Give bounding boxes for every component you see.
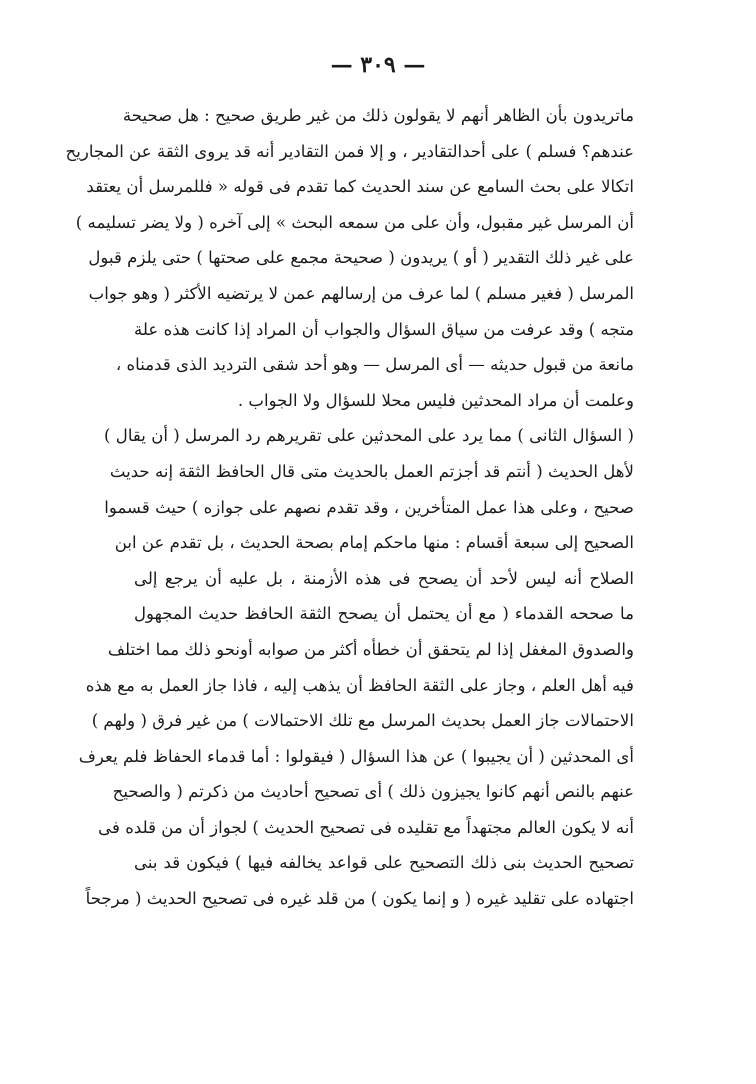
text-line: الصلاح أنه ليس لأحد أن يصحح فى هذه الأزمنة ، بل عليه أن يرجع إلى [134, 568, 634, 588]
text-line: عندهم؟ فسلم ) على أحدالتقادير ، و إلا فمن التقادير أنه قد يروى الثقة عن المجاريح [65, 141, 634, 161]
text-line: والصدوق المغفل إذا لم يتحقق أن خطأه أكثر من صوابه أونحو ذلك مما اختلف [107, 639, 634, 659]
text-line: الاحتمالات جاز العمل بحديث المرسل مع تلك الاحتمالات ) من غير فرق ( ولهم ) [91, 711, 634, 731]
text-line: لأهل الحديث ( أنتم قد أجزتم العمل بالحديث متى قال الحافظ الثقة إنه حديث [109, 461, 634, 481]
text-line: عنهم بالنص أنهم كانوا يجيزون ذلك ) أى تصحيح أحاديث من ذكرتم ( والصحيح [112, 782, 634, 802]
text-line: مانعة من قبول حديثه — أى المرسل — وهو أحد شقى الترديد الذى قدمناه ، [115, 355, 634, 375]
text-line: فيه أهل العلم ، وجاز على الثقة الحافظ أن يذهب إليه ، فاذا جاز العمل به مع هذه [85, 675, 634, 695]
text-line: الصحيح إلى سبعة أقسام : منها ماحكم إمام بصحة الحديث ، بل تقدم عن ابن [114, 533, 634, 553]
text-line: متجه ) وقد عرفت من سياق السؤال والجواب أن المراد إذا كانت هذه علة [134, 319, 634, 339]
text-line: صحيح ، وعلى هذا عمل المتأخرين ، وقد تقدم نصهم على جوازه ) حيث قسموا [104, 497, 634, 517]
text-line: تصحيح الحديث بنى ذلك التصحيح على قواعد يخالفه فيها ) فيكون قد بنى [134, 853, 634, 873]
text-line: على غير ذلك التقدير ( أو ) يريدون ( صحيحة مجمع على صحتها ) حتى يلزم قبول [88, 248, 634, 268]
text-line: أى المحدثين ( أن يجيبوا ) عن هذا السؤال ( فيقولوا : أما قدماء الحفاظ فلم يعرف [78, 746, 634, 766]
text-line: ما صححه القدماء ( مع أن يحتمل أن يصحح الثقة الحافظ حديث المجهول [134, 604, 634, 624]
body-text [65, 98, 634, 917]
page-number: — ٣٠٩ — [330, 52, 426, 78]
text-line: وعلمت أن مراد المحدثين فليس محلا للسؤال ولا الجواب . [237, 390, 634, 410]
text-line: ماتريدون بأن الظاهر أنهم لا يقولون ذلك من غير طريق صحيح : هل صحيحة [122, 106, 634, 125]
text-line: ( السؤال الثانى ) مما يرد على المحدثين على تقريرهم رد المرسل ( أن يقال ) [104, 426, 634, 446]
text-line: أنه لا يكون العالم مجتهداً مع تقليده فى تصحيح الحديث ) لجواز أن من قلده فى [98, 817, 634, 837]
text-line: اتكالا على بحث السامع عن سند الحديث كما تقدم فى قوله « فللمرسل أن يعتقد [86, 177, 634, 197]
text-line: أن المرسل غير مقبول، وأن على من سمعه البحث » إلى آخره ( ولا يضر تسليمه ) [75, 212, 634, 232]
text-line: المرسل ( فغير مسلم ) لما عرف من إرسالهم عمن لا يرتضيه الأكثر ( وهو جواب [88, 283, 634, 303]
text-line: اجتهاده على تقليد غيره ( و إنما يكون ) من قلد غيره فى تصحيح الحديث ( مرجحاً [85, 889, 634, 909]
